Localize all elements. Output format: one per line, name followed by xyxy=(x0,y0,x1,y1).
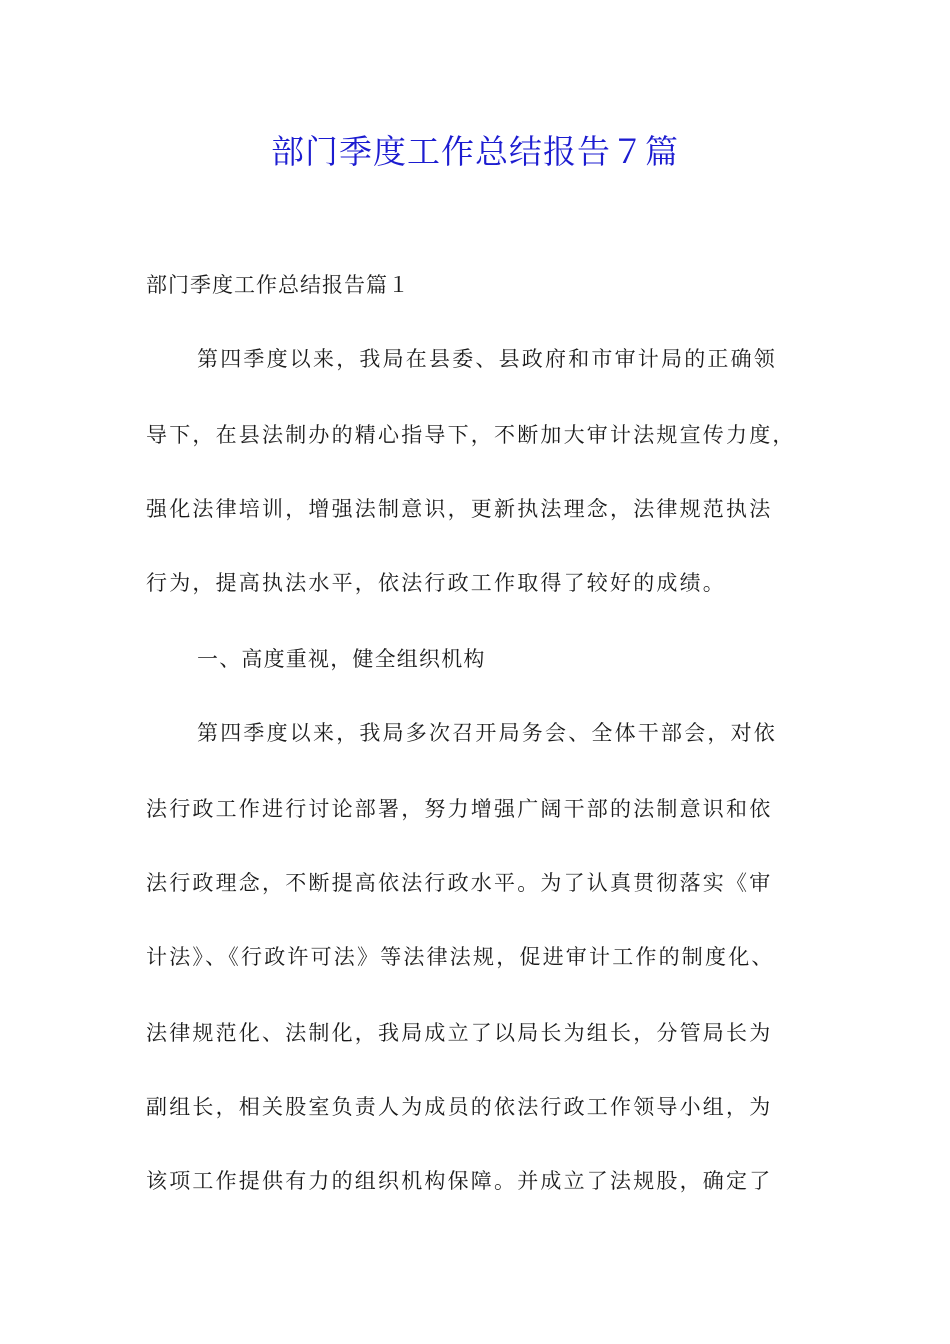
section-heading: 部门季度工作总结报告篇１ xyxy=(146,273,410,297)
paragraph-line: 行为，提高执法水平，依法行政工作取得了较好的成绩。 xyxy=(146,571,726,595)
paragraph-line: 第四季度以来，我局在县委、县政府和市审计局的正确领 xyxy=(197,347,777,371)
paragraph-line: 导下，在县法制办的精心指导下，不断加大审计法规宣传力度， xyxy=(146,423,796,447)
paragraph-line: 强化法律培训，增强法制意识，更新执法理念，法律规范执法 xyxy=(146,497,773,521)
paragraph-line: 法行政理念，不断提高依法行政水平。为了认真贯彻落实《审 xyxy=(146,871,773,895)
paragraph-line: 法律规范化、法制化，我局成立了以局长为组长，分管局长为 xyxy=(146,1021,773,1045)
paragraph-line: 该项工作提供有力的组织机构保障。并成立了法规股，确定了 xyxy=(146,1169,773,1193)
document-title: 部门季度工作总结报告７篇 xyxy=(271,132,679,171)
subsection-heading: 一、高度重视，健全组织机构 xyxy=(197,647,486,671)
paragraph-line: 计法》、《行政许可法》等法律法规，促进审计工作的制度化、 xyxy=(146,945,775,969)
paragraph-line: 法行政工作进行讨论部署，努力增强广阔干部的法制意识和依 xyxy=(146,797,773,821)
paragraph-line: 第四季度以来，我局多次召开局务会、全体干部会，对依 xyxy=(197,721,777,745)
paragraph-line: 副组长，相关股室负责人为成员的依法行政工作领导小组，为 xyxy=(146,1095,773,1119)
